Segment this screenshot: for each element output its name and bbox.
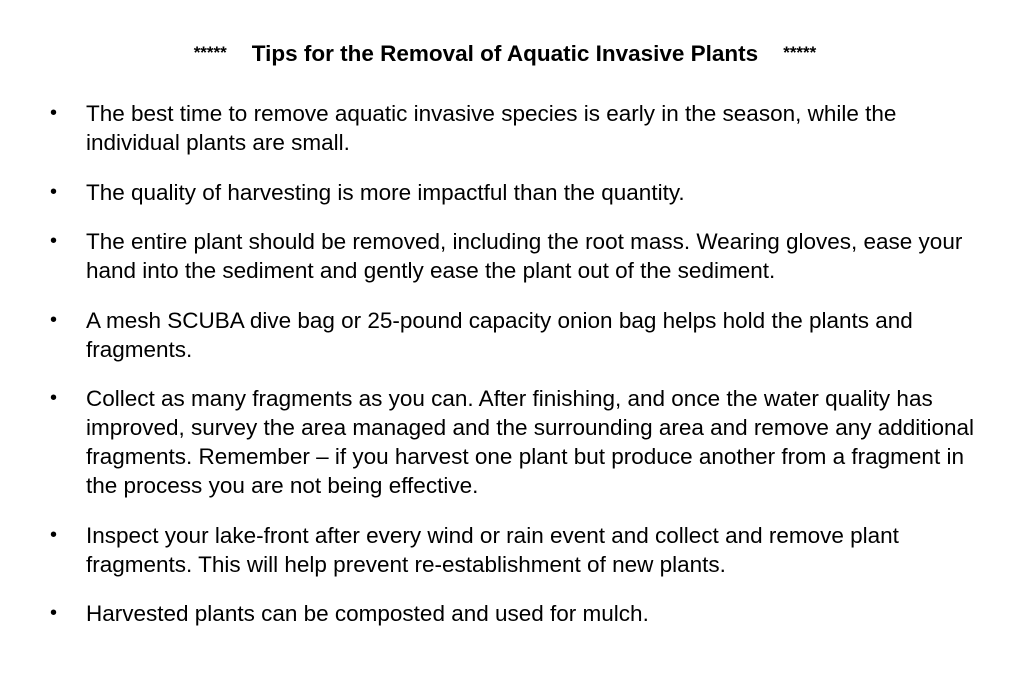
tip-text: Inspect your lake-front after every wind or rain event and collect and remove plant fragments. This will help prevent re-establishment of new plants. [86, 522, 899, 577]
tip-item [0, 227, 996, 285]
tip-text: The quality of harvesting is more impactful than the quantity. [86, 179, 685, 205]
tip-text: The entire plant should be removed, including the root mass. Wearing gloves, ease your hand into the sediment and gently ease the plant out of the sediment. [86, 229, 963, 283]
tip-text: The best time to remove aquatic invasive species is early in the season, while the individual plants are small. [86, 101, 897, 155]
title-stars-right: ***** [783, 43, 817, 62]
bullet-dot-icon: • [50, 102, 58, 124]
bullet-dot-icon: • [50, 308, 58, 331]
bullet-dot-icon: • [50, 387, 58, 409]
document-title [0, 40, 1010, 67]
tip-item [0, 521, 996, 579]
bullet-dot-icon: • [50, 180, 58, 203]
bullet-dot-icon: • [50, 523, 58, 546]
title-text: Tips for the Removal of Aquatic Invasive Plants [251, 41, 759, 66]
tip-text: A mesh SCUBA dive bag or 25-pound capacity onion bag helps hold the plants and fragments. [86, 307, 913, 362]
tip-text: Collect as many fragments as you can. After finishing, and once the water quality has improved, survey the area managed and the surrounding area and remove any additional fragments. Remember – if you harvest one plant but produce another from a fragment in the process you are not being effective. [86, 386, 975, 498]
tips-list [0, 99, 1024, 649]
tip-item [0, 99, 996, 157]
title-stars-left: ***** [193, 43, 227, 62]
tip-text: Harvested plants can be composted and used for mulch. [86, 601, 649, 626]
bullet-dot-icon: • [50, 230, 58, 252]
tip-item [0, 306, 996, 364]
tip-item [0, 384, 996, 500]
tip-item [0, 178, 996, 207]
tip-item [0, 599, 996, 628]
bullet-dot-icon: • [50, 602, 58, 624]
